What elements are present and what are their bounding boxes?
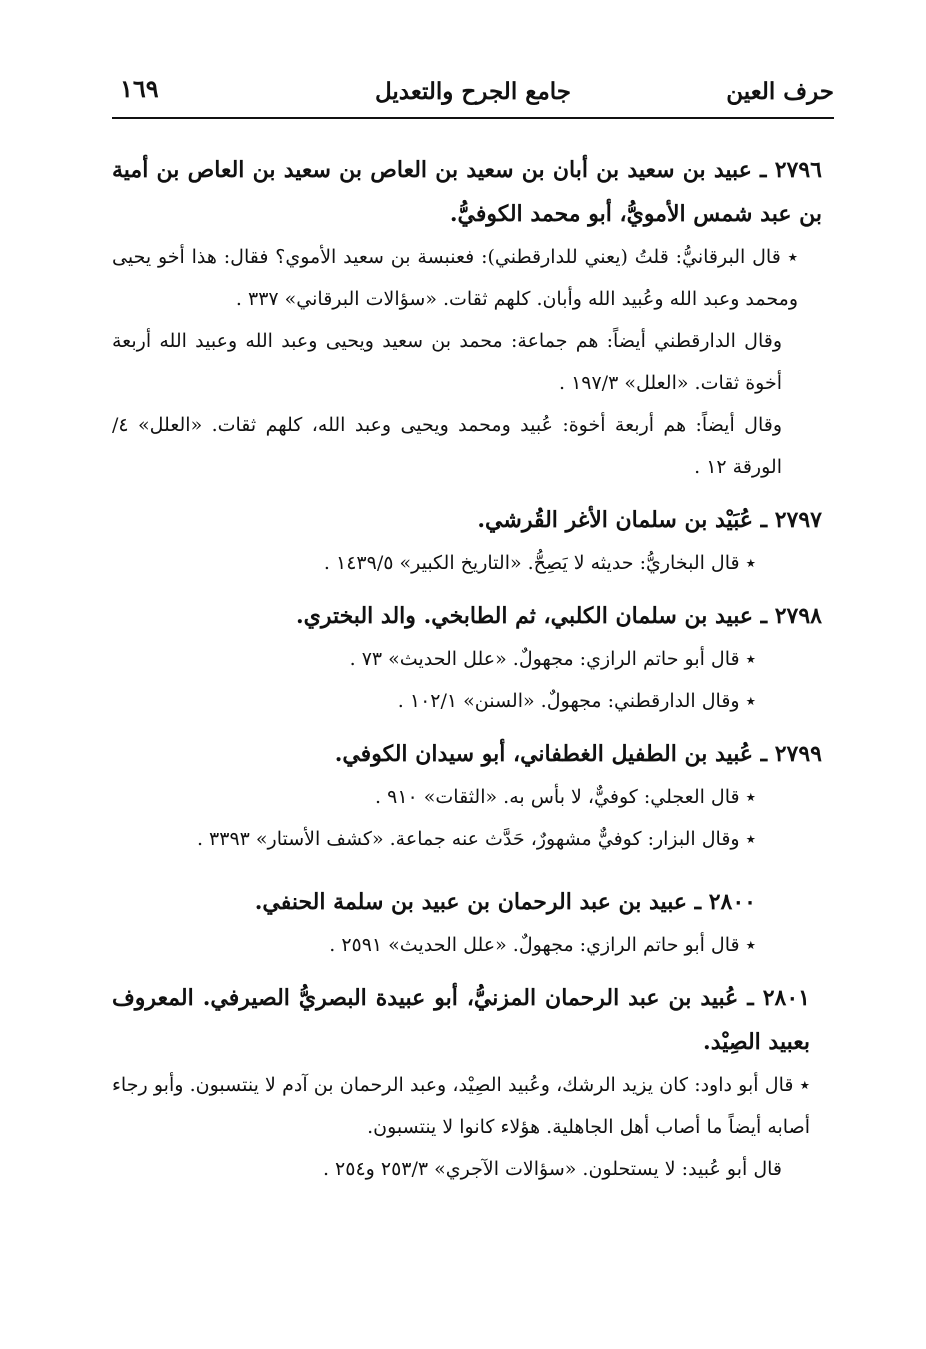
entry-note: ٭ قال أبو داود: كان يزيد الرشك، وعُبيد الصِيْد، وعبد الرحمان بن آدم لا ينتسبون. وأبو رجاء أصابه أيضاً ما أصاب أهل الجاهلية. هؤلاء كانوا لا ينتسبون. (112, 1074, 810, 1138)
entry-note: وقال الدارقطني أيضاً: هم جماعة: محمد بن سعيد ويحيى وعبد الله وعبيد الله أربعة أخوة ثقات. «العلل» ١٩٧/٣ . (112, 330, 782, 394)
biography-entry (112, 976, 822, 1190)
entry-note: وقال أيضاً: هم أربعة أخوة: عُبيد ومحمد ويحيى وعبد الله، كلهم ثقات. «العلل» ٤/الورقة ١٢ . (112, 414, 782, 478)
biography-entry (112, 880, 822, 966)
page-body (112, 148, 822, 1200)
entry-note: ٭ قال البرقانيُّ: قلتُ (يعني للدارقطني): فعنبسة بن سعيد الأموي؟ فقال: هذا أخو يحيى ومحمد وعبد الله وعُبيد الله وأبان. كلهم ثقات. «سؤالات البرقاني» ٣٣٧ . (112, 246, 798, 310)
biography-entry (112, 498, 822, 584)
biography-entry (112, 148, 822, 488)
chapter-title: حرف العين (726, 78, 834, 105)
running-header (112, 72, 834, 112)
entry-note: ٭ قال أبو حاتم الرازي: مجهولٌ. «علل الحديث» ٧٣ . (349, 648, 756, 670)
entry-heading: ٢٧٩٨ ـ عبيد بن سلمان الكلبي، ثم الطابخي. والد البختري. (295, 603, 822, 629)
entry-note: قال أبو عُبيد: لا يستحلون. «سؤالات الآجري» ٢٥٣/٣ و٢٥٤ . (322, 1158, 782, 1180)
entry-heading: ٢٧٩٦ ـ عبيد بن سعيد بن أبان بن سعيد بن العاص بن سعيد بن العاص بن أمية بن عبد شمس الأمويُّ، أبو محمد الكوفيُّ. (112, 157, 822, 227)
entry-heading: ٢٨٠٠ ـ عبيد بن عبد الرحمان بن عبيد بن سلمة الحنفي. (254, 889, 756, 915)
entry-note: ٭ قال أبو حاتم الرازي: مجهولٌ. «علل الحديث» ٢٥٩١ . (329, 934, 756, 956)
book-title: جامع الجرح والتعديل (374, 78, 572, 105)
entry-note: ٭ وقال البزار: كوفيٌّ مشهورٌ، حَدَّث عنه جماعة. «كشف الأستار» ٣٣٩٣ . (196, 828, 756, 850)
page-number: ١٦٩ (120, 74, 159, 103)
entry-heading: ٢٨٠١ ـ عُبيد بن عبد الرحمان المزنيُّ، أبو عبيدة البصريُّ الصيرفي. المعروف بعبيد الصِيْد. (112, 985, 810, 1055)
entry-heading: ٢٧٩٩ ـ عُبيد بن الطفيل الغطفاني، أبو سيدان الكوفي. (334, 741, 822, 767)
biography-entry (112, 732, 822, 860)
header-rule (112, 117, 834, 119)
biography-entry (112, 594, 822, 722)
entry-heading: ٢٧٩٧ ـ عُبَيْد بن سلمان الأغر القُرشي. (477, 507, 822, 533)
entry-note: ٭ وقال الدارقطني: مجهولٌ. «السنن» ١٠٢/١ . (397, 690, 756, 712)
entry-note: ٭ قال البخاريُّ: حديثه لا يَصِحُّ. «التاريخ الكبير» ١٤٣٩/٥ . (323, 552, 756, 574)
entry-note: ٭ قال العجلي: كوفيٌّ، لا بأس به. «الثقات» ٩١٠ . (375, 786, 756, 808)
